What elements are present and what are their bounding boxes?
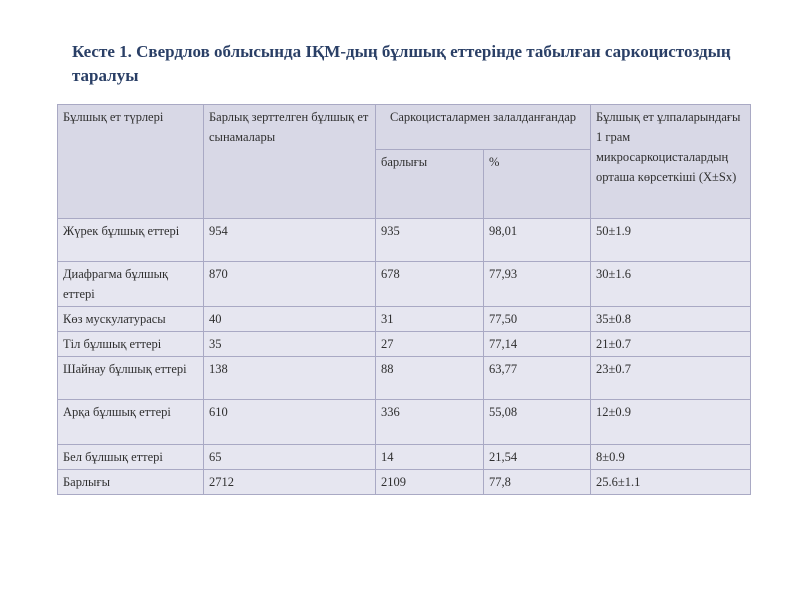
cell-muscle: Жүрек бұлшық еттері [58, 219, 204, 262]
table-row [58, 307, 751, 332]
cell-infected: 14 [376, 445, 484, 470]
header-infected-total: барлығы [376, 150, 484, 219]
cell-samples: 954 [204, 219, 376, 262]
table-row [58, 357, 751, 400]
cell-average: 8±0.9 [591, 445, 751, 470]
cell-average: 50±1.9 [591, 219, 751, 262]
cell-muscle: Көз мускулатурасы [58, 307, 204, 332]
header-infected-percent: % [484, 150, 591, 219]
cell-samples: 2712 [204, 470, 376, 495]
table-row [58, 400, 751, 445]
cell-percent: 63,77 [484, 357, 591, 400]
cell-muscle: Диафрагма бұлшық еттері [58, 262, 204, 307]
sarcocystosis-table [57, 104, 751, 495]
table-row [58, 219, 751, 262]
cell-samples: 138 [204, 357, 376, 400]
cell-percent: 55,08 [484, 400, 591, 445]
cell-muscle: Арқа бұлшық еттері [58, 400, 204, 445]
cell-average: 30±1.6 [591, 262, 751, 307]
cell-infected: 2109 [376, 470, 484, 495]
table-row [58, 332, 751, 357]
cell-average: 12±0.9 [591, 400, 751, 445]
header-muscle-type: Бұлшық ет түрлері [58, 105, 204, 219]
table-row [58, 445, 751, 470]
cell-percent: 77,14 [484, 332, 591, 357]
cell-samples: 40 [204, 307, 376, 332]
cell-muscle: Барлығы [58, 470, 204, 495]
cell-average: 21±0.7 [591, 332, 751, 357]
cell-muscle: Шайнау бұлшық еттері [58, 357, 204, 400]
cell-infected: 678 [376, 262, 484, 307]
cell-infected: 88 [376, 357, 484, 400]
cell-samples: 870 [204, 262, 376, 307]
cell-percent: 21,54 [484, 445, 591, 470]
cell-percent: 77,8 [484, 470, 591, 495]
cell-infected: 336 [376, 400, 484, 445]
cell-samples: 65 [204, 445, 376, 470]
table-title: Кесте 1. Свердлов облысында ІҚМ-дың бұлшық еттерінде табылған саркоцистоздың таралуы [72, 42, 731, 85]
cell-percent: 77,93 [484, 262, 591, 307]
table-row-total [58, 470, 751, 495]
cell-average: 35±0.8 [591, 307, 751, 332]
cell-muscle: Тіл бұлшық еттері [58, 332, 204, 357]
cell-average: 23±0.7 [591, 357, 751, 400]
header-samples: Барлық зерттелген бұлшық ет сынамалары [204, 105, 376, 219]
cell-average: 25.6±1.1 [591, 470, 751, 495]
cell-samples: 35 [204, 332, 376, 357]
header-average: Бұлшық ет ұлпаларындағы 1 грам микросаркоцисталардың орташа көрсеткіші (X±Sx) [591, 105, 751, 219]
cell-percent: 77,50 [484, 307, 591, 332]
table-row [58, 262, 751, 307]
cell-muscle: Бел бұлшық еттері [58, 445, 204, 470]
cell-infected: 27 [376, 332, 484, 357]
cell-infected: 31 [376, 307, 484, 332]
cell-samples: 610 [204, 400, 376, 445]
header-row [58, 105, 751, 150]
header-infected: Саркоцисталармен залалданғандар [376, 105, 591, 150]
cell-infected: 935 [376, 219, 484, 262]
cell-percent: 98,01 [484, 219, 591, 262]
